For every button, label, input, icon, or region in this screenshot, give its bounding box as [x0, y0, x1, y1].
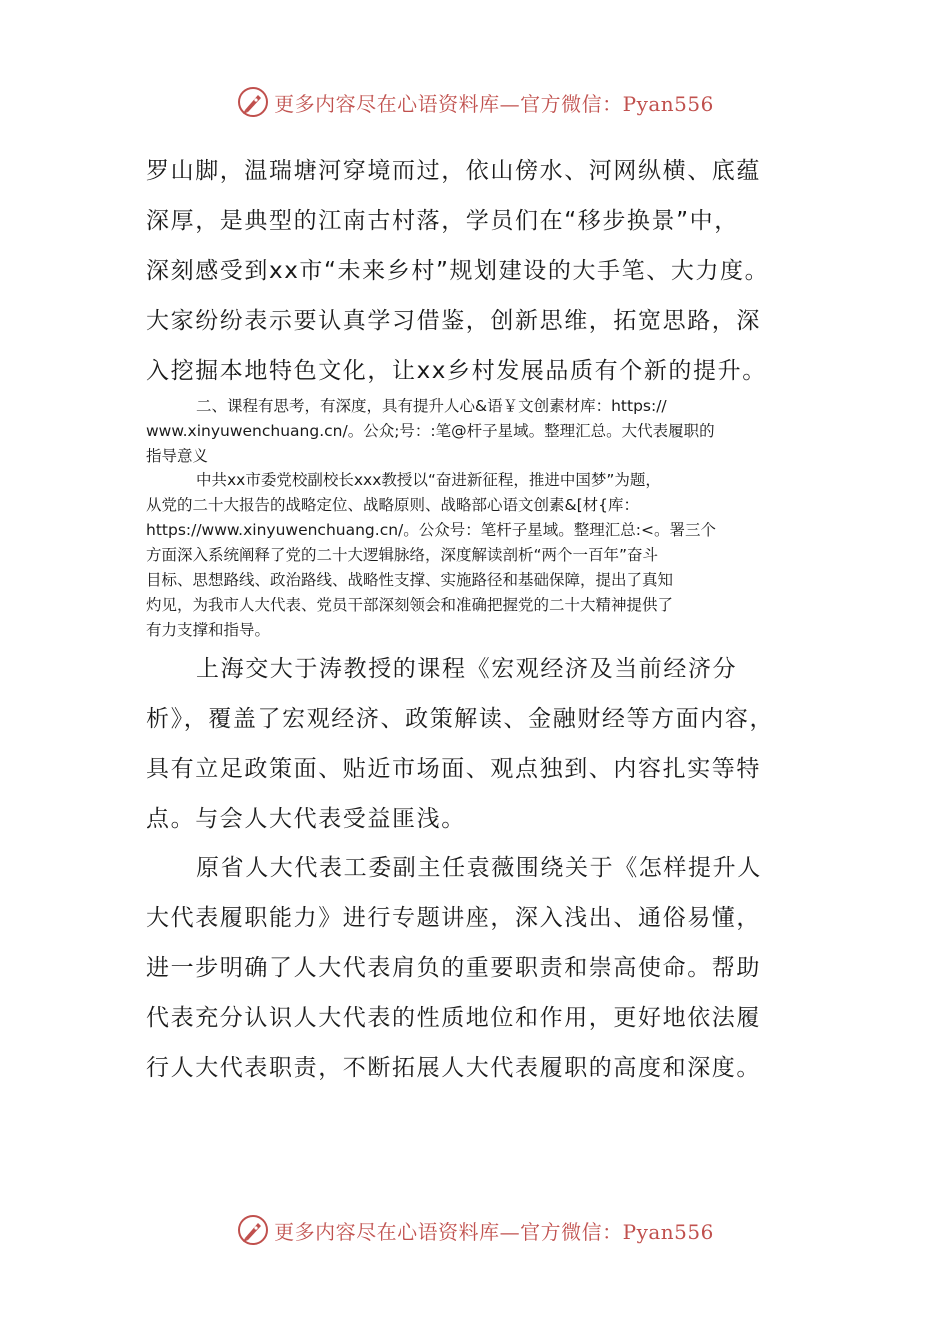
- text-line: 进一步明确了人大代表肩负的重要职责和崇高使命。帮助: [146, 955, 761, 981]
- text-line: 罗山脚，温瑞塘河穿境而过，依山傍水、河网纵横、底蕴: [146, 158, 761, 184]
- text-line: 上海交大于涛教授的课程《宏观经济及当前经济分: [196, 656, 738, 682]
- text-line: 具有立足政策面、贴近市场面、观点独到、内容扎实等特: [146, 756, 761, 782]
- text-line: 方面深入系统阐释了党的二十大逻辑脉络，深度解读剖析“两个一百年”奋斗: [146, 546, 659, 564]
- text-line: 行人大代表职责，不断拓展人大代表履职的高度和深度。: [146, 1055, 761, 1081]
- text-line: 入挖掘本地特色文化，让xx乡村发展品质有个新的提升。: [146, 358, 767, 384]
- header-watermark-banner: [0, 82, 950, 122]
- text-line: 大家纷纷表示要认真学习借鉴，创新思维，拓宽思路，深: [146, 308, 761, 334]
- text-line: 析》，覆盖了宏观经济、政策解读、金融财经等方面内容，: [146, 706, 775, 732]
- text-line: 指导意义: [146, 447, 209, 465]
- text-line: www.xinyuwenchuang.cn/。公众;号：:笔@杆子星域。整理汇总。大代表履职的: [146, 422, 715, 440]
- text-line: 代表充分认识人大代表的性质地位和作用，更好地依法履: [146, 1005, 761, 1031]
- paragraph-deputy-lecture: [146, 843, 826, 1093]
- text-line: 原省人大代表工委副主任袁薇围绕关于《怎样提升人: [196, 855, 762, 881]
- text-line: 深厚，是典型的江南古村落，学员们在“移步换景”中，: [146, 208, 739, 234]
- paragraph-village-visit: [146, 146, 826, 396]
- footer-watermark-banner: [0, 1210, 950, 1250]
- pen-nib-circle-icon: [236, 85, 270, 119]
- paragraph-party-school-lecture: [146, 468, 811, 643]
- pen-nib-circle-icon: [236, 1213, 270, 1247]
- text-line: 有力支撑和指导。: [146, 621, 271, 639]
- footer-watermark-text: 更多内容尽在心语资料库—官方微信：Pyan556: [274, 1219, 714, 1244]
- text-line: 灼见，为我市人大代表、党员干部深刻领会和准确把握党的二十大精神提供了: [146, 596, 674, 614]
- text-line: 目标、思想路线、政治路线、战略性支撑、实施路径和基础保障，提出了真知: [146, 571, 674, 589]
- text-line: 点。与会人大代表受益匪浅。: [146, 806, 466, 832]
- text-line: 二、课程有思考，有深度，具有提升人心&语￥文创素材库：https://: [196, 397, 667, 415]
- paragraph-economics-course: [146, 644, 826, 844]
- text-line: 中共xx市委党校副校长xxx教授以“奋进新征程，推进中国梦”为题，: [196, 471, 661, 489]
- text-line: 深刻感受到xx市“未来乡村”规划建设的大手笔、大力度。: [146, 258, 770, 284]
- text-line: 大代表履职能力》进行专题讲座，深入浅出、通俗易懂，: [146, 905, 761, 931]
- text-line: https://www.xinyuwenchuang.cn/。公众号：笔杆子星域。整理汇总:<。署三个: [146, 521, 716, 539]
- text-line: 从党的二十大报告的战略定位、战略原则、战略部心语文创素&[材{库：: [146, 496, 639, 514]
- section-two-heading-paragraph: [146, 394, 811, 469]
- header-watermark-text: 更多内容尽在心语资料库—官方微信：Pyan556: [274, 91, 714, 116]
